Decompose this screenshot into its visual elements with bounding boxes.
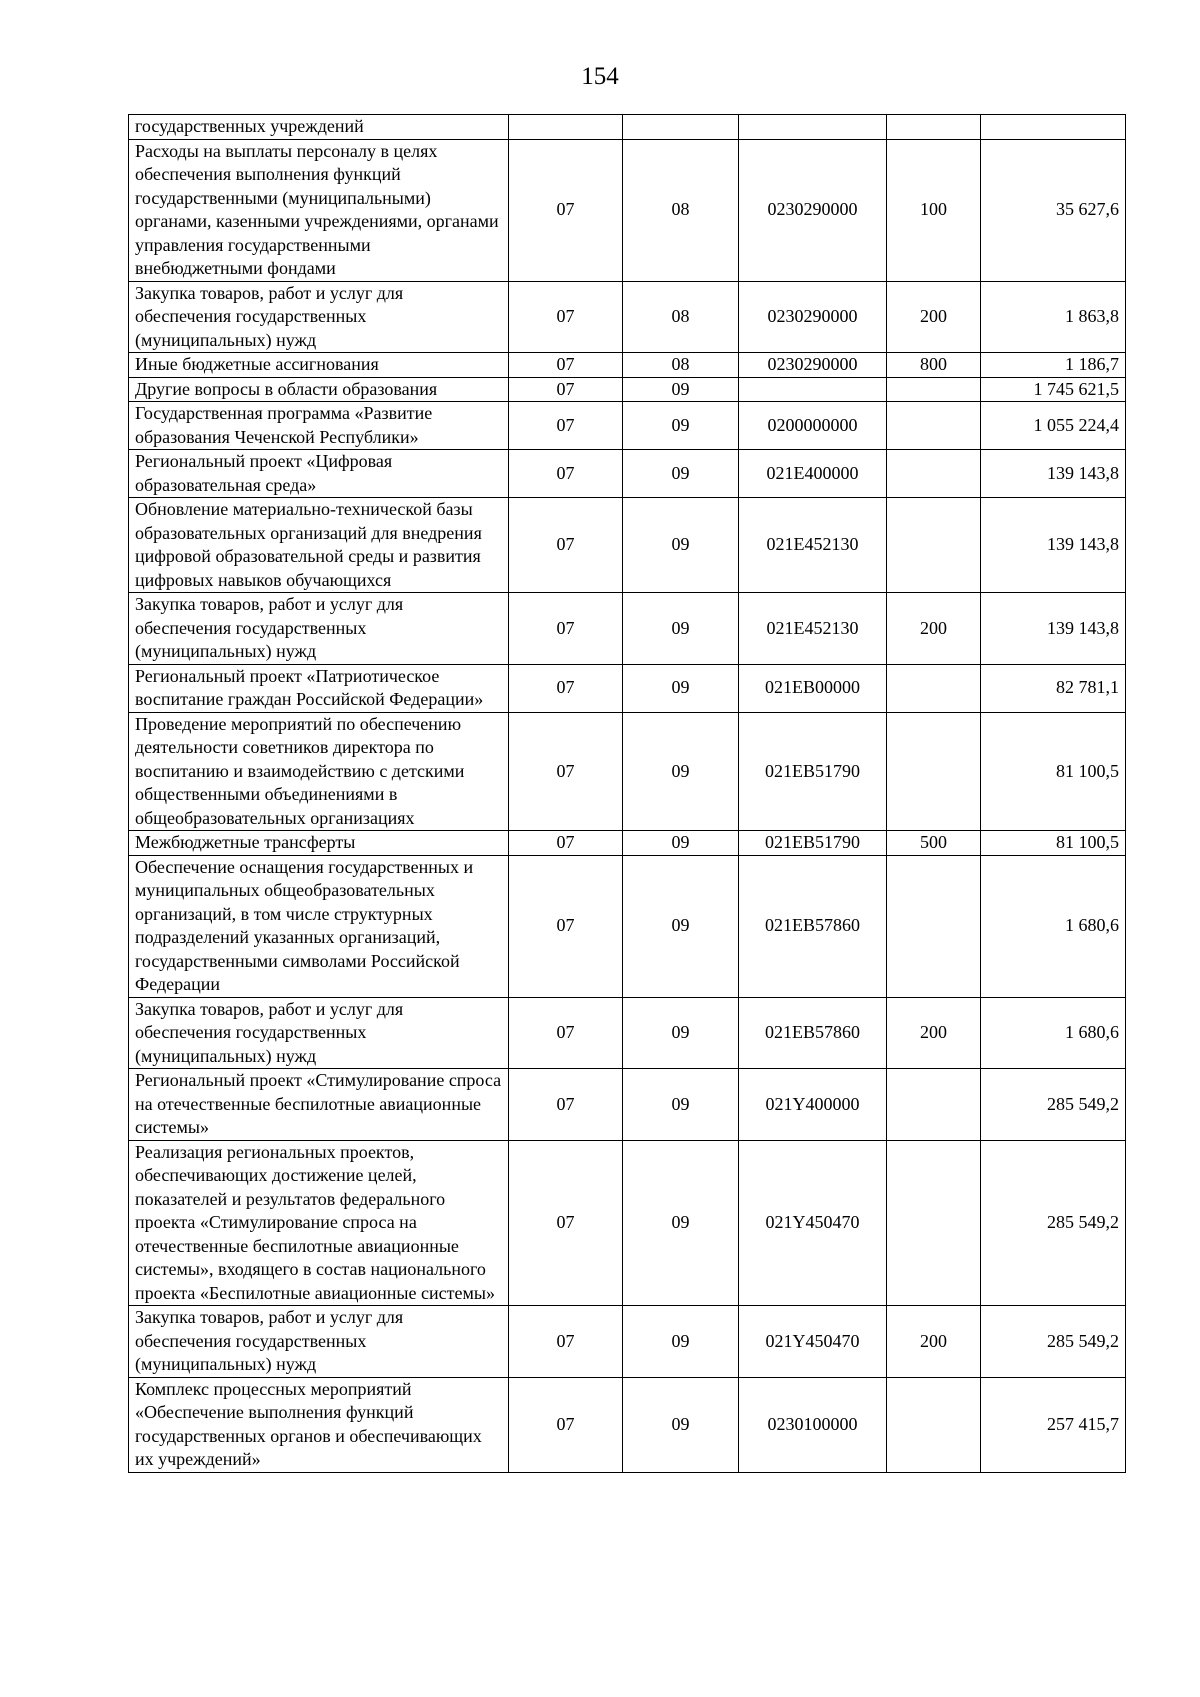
amount: 285 549,2: [981, 1069, 1126, 1141]
table-row: [129, 1140, 1126, 1306]
row-name: Региональный проект «Стимулирование спроса на отечественные беспилотные авиационные системы»: [129, 1069, 509, 1141]
target-article-code: 021EB57860: [739, 997, 887, 1069]
subsection-code: 08: [623, 139, 739, 281]
section-code: 07: [509, 1377, 623, 1472]
expense-type-code: [887, 1140, 981, 1306]
section-code: [509, 115, 623, 140]
section-code: 07: [509, 997, 623, 1069]
expense-type-code: [887, 664, 981, 712]
table-row: [129, 402, 1126, 450]
section-code: 07: [509, 593, 623, 665]
amount: 1 680,6: [981, 997, 1126, 1069]
table-row: [129, 281, 1126, 353]
amount: 285 549,2: [981, 1140, 1126, 1306]
expense-type-code: [887, 402, 981, 450]
section-code: 07: [509, 712, 623, 831]
row-name: Межбюджетные трансферты: [129, 831, 509, 856]
target-article-code: [739, 115, 887, 140]
expense-type-code: 200: [887, 997, 981, 1069]
table-row: [129, 1069, 1126, 1141]
table-row: [129, 377, 1126, 402]
target-article-code: 0230290000: [739, 139, 887, 281]
table-row: [129, 115, 1126, 140]
expense-type-code: [887, 377, 981, 402]
table-row: [129, 498, 1126, 593]
expense-type-code: 800: [887, 353, 981, 378]
expense-type-code: 200: [887, 593, 981, 665]
amount: 1 680,6: [981, 855, 1126, 997]
row-name: Другие вопросы в области образования: [129, 377, 509, 402]
row-name: Региональный проект «Патриотическое воспитание граждан Российской Федерации»: [129, 664, 509, 712]
subsection-code: 09: [623, 450, 739, 498]
subsection-code: 09: [623, 1140, 739, 1306]
expense-type-code: [887, 1377, 981, 1472]
subsection-code: 08: [623, 353, 739, 378]
section-code: 07: [509, 831, 623, 856]
amount: 1 055 224,4: [981, 402, 1126, 450]
target-article-code: 021Y450470: [739, 1140, 887, 1306]
table-row: [129, 997, 1126, 1069]
section-code: 07: [509, 139, 623, 281]
amount: 139 143,8: [981, 593, 1126, 665]
table-row: [129, 139, 1126, 281]
table-row: [129, 712, 1126, 831]
subsection-code: 09: [623, 997, 739, 1069]
target-article-code: [739, 377, 887, 402]
target-article-code: 021EB51790: [739, 712, 887, 831]
expense-type-code: 500: [887, 831, 981, 856]
section-code: 07: [509, 498, 623, 593]
table-row: [129, 1377, 1126, 1472]
section-code: 07: [509, 1140, 623, 1306]
amount: 82 781,1: [981, 664, 1126, 712]
budget-table-body: [129, 115, 1126, 1473]
subsection-code: 09: [623, 377, 739, 402]
amount: 285 549,2: [981, 1306, 1126, 1378]
row-name: Региональный проект «Цифровая образовательная среда»: [129, 450, 509, 498]
section-code: 07: [509, 402, 623, 450]
amount: 139 143,8: [981, 450, 1126, 498]
table-row: [129, 855, 1126, 997]
target-article-code: 0230290000: [739, 353, 887, 378]
subsection-code: 08: [623, 281, 739, 353]
section-code: 07: [509, 855, 623, 997]
row-name: Закупка товаров, работ и услуг для обеспечения государственных (муниципальных) нужд: [129, 997, 509, 1069]
row-name: Проведение мероприятий по обеспечению деятельности советников директора по воспитанию и взаимодействию с детскими общественными объединениями в общеобразовательных организациях: [129, 712, 509, 831]
amount: 81 100,5: [981, 712, 1126, 831]
target-article-code: 021EB51790: [739, 831, 887, 856]
amount: 35 627,6: [981, 139, 1126, 281]
table-row: [129, 353, 1126, 378]
section-code: 07: [509, 450, 623, 498]
row-name: Государственная программа «Развитие образования Чеченской Республики»: [129, 402, 509, 450]
subsection-code: 09: [623, 1069, 739, 1141]
expense-type-code: [887, 498, 981, 593]
section-code: 07: [509, 1306, 623, 1378]
amount: [981, 115, 1126, 140]
expense-type-code: [887, 1069, 981, 1141]
expense-type-code: 200: [887, 1306, 981, 1378]
target-article-code: 0200000000: [739, 402, 887, 450]
expense-type-code: [887, 450, 981, 498]
subsection-code: 09: [623, 402, 739, 450]
row-name: Обновление материально-технической базы образовательных организаций для внедрения цифровой образовательной среды и развития цифровых навыков обучающихся: [129, 498, 509, 593]
subsection-code: [623, 115, 739, 140]
expense-type-code: 200: [887, 281, 981, 353]
table-row: [129, 831, 1126, 856]
subsection-code: 09: [623, 1306, 739, 1378]
target-article-code: 021E400000: [739, 450, 887, 498]
row-name: Расходы на выплаты персоналу в целях обеспечения выполнения функций государственными (муниципальными) органами, казенными учреждениями, органами управления государственными внебюджетными фондами: [129, 139, 509, 281]
amount: 1 186,7: [981, 353, 1126, 378]
row-name: Закупка товаров, работ и услуг для обеспечения государственных (муниципальных) нужд: [129, 1306, 509, 1378]
section-code: 07: [509, 281, 623, 353]
target-article-code: 021Y400000: [739, 1069, 887, 1141]
section-code: 07: [509, 664, 623, 712]
row-name: Комплекс процессных мероприятий «Обеспечение выполнения функций государственных органов и обеспечивающих их учреждений»: [129, 1377, 509, 1472]
subsection-code: 09: [623, 831, 739, 856]
table-row: [129, 450, 1126, 498]
target-article-code: 021E452130: [739, 498, 887, 593]
expense-type-code: [887, 115, 981, 140]
target-article-code: 021EB57860: [739, 855, 887, 997]
expense-type-code: [887, 855, 981, 997]
subsection-code: 09: [623, 855, 739, 997]
section-code: 07: [509, 1069, 623, 1141]
target-article-code: 0230290000: [739, 281, 887, 353]
amount: 81 100,5: [981, 831, 1126, 856]
amount: 1 745 621,5: [981, 377, 1126, 402]
row-name: Иные бюджетные ассигнования: [129, 353, 509, 378]
table-row: [129, 593, 1126, 665]
amount: 257 415,7: [981, 1377, 1126, 1472]
page-number: 154: [581, 63, 619, 90]
section-code: 07: [509, 353, 623, 378]
row-name: Закупка товаров, работ и услуг для обеспечения государственных (муниципальных) нужд: [129, 593, 509, 665]
expense-type-code: 100: [887, 139, 981, 281]
amount: 139 143,8: [981, 498, 1126, 593]
table-row: [129, 1306, 1126, 1378]
row-name: государственных учреждений: [129, 115, 509, 140]
target-article-code: 021E452130: [739, 593, 887, 665]
target-article-code: 0230100000: [739, 1377, 887, 1472]
amount: 1 863,8: [981, 281, 1126, 353]
expense-type-code: [887, 712, 981, 831]
row-name: Закупка товаров, работ и услуг для обеспечения государственных (муниципальных) нужд: [129, 281, 509, 353]
target-article-code: 021Y450470: [739, 1306, 887, 1378]
subsection-code: 09: [623, 498, 739, 593]
row-name: Обеспечение оснащения государственных и муниципальных общеобразовательных организаций, в том числе структурных подразделений указанных организаций, государственными символами Российской Федерации: [129, 855, 509, 997]
table-row: [129, 664, 1126, 712]
subsection-code: 09: [623, 712, 739, 831]
subsection-code: 09: [623, 593, 739, 665]
subsection-code: 09: [623, 664, 739, 712]
budget-table: [128, 114, 1126, 1473]
target-article-code: 021EB00000: [739, 664, 887, 712]
row-name: Реализация региональных проектов, обеспечивающих достижение целей, показателей и результатов федерального проекта «Стимулирование спроса на отечественные беспилотные авиационные системы», входящего в состав национального проекта «Беспилотные авиационные системы»: [129, 1140, 509, 1306]
section-code: 07: [509, 377, 623, 402]
subsection-code: 09: [623, 1377, 739, 1472]
